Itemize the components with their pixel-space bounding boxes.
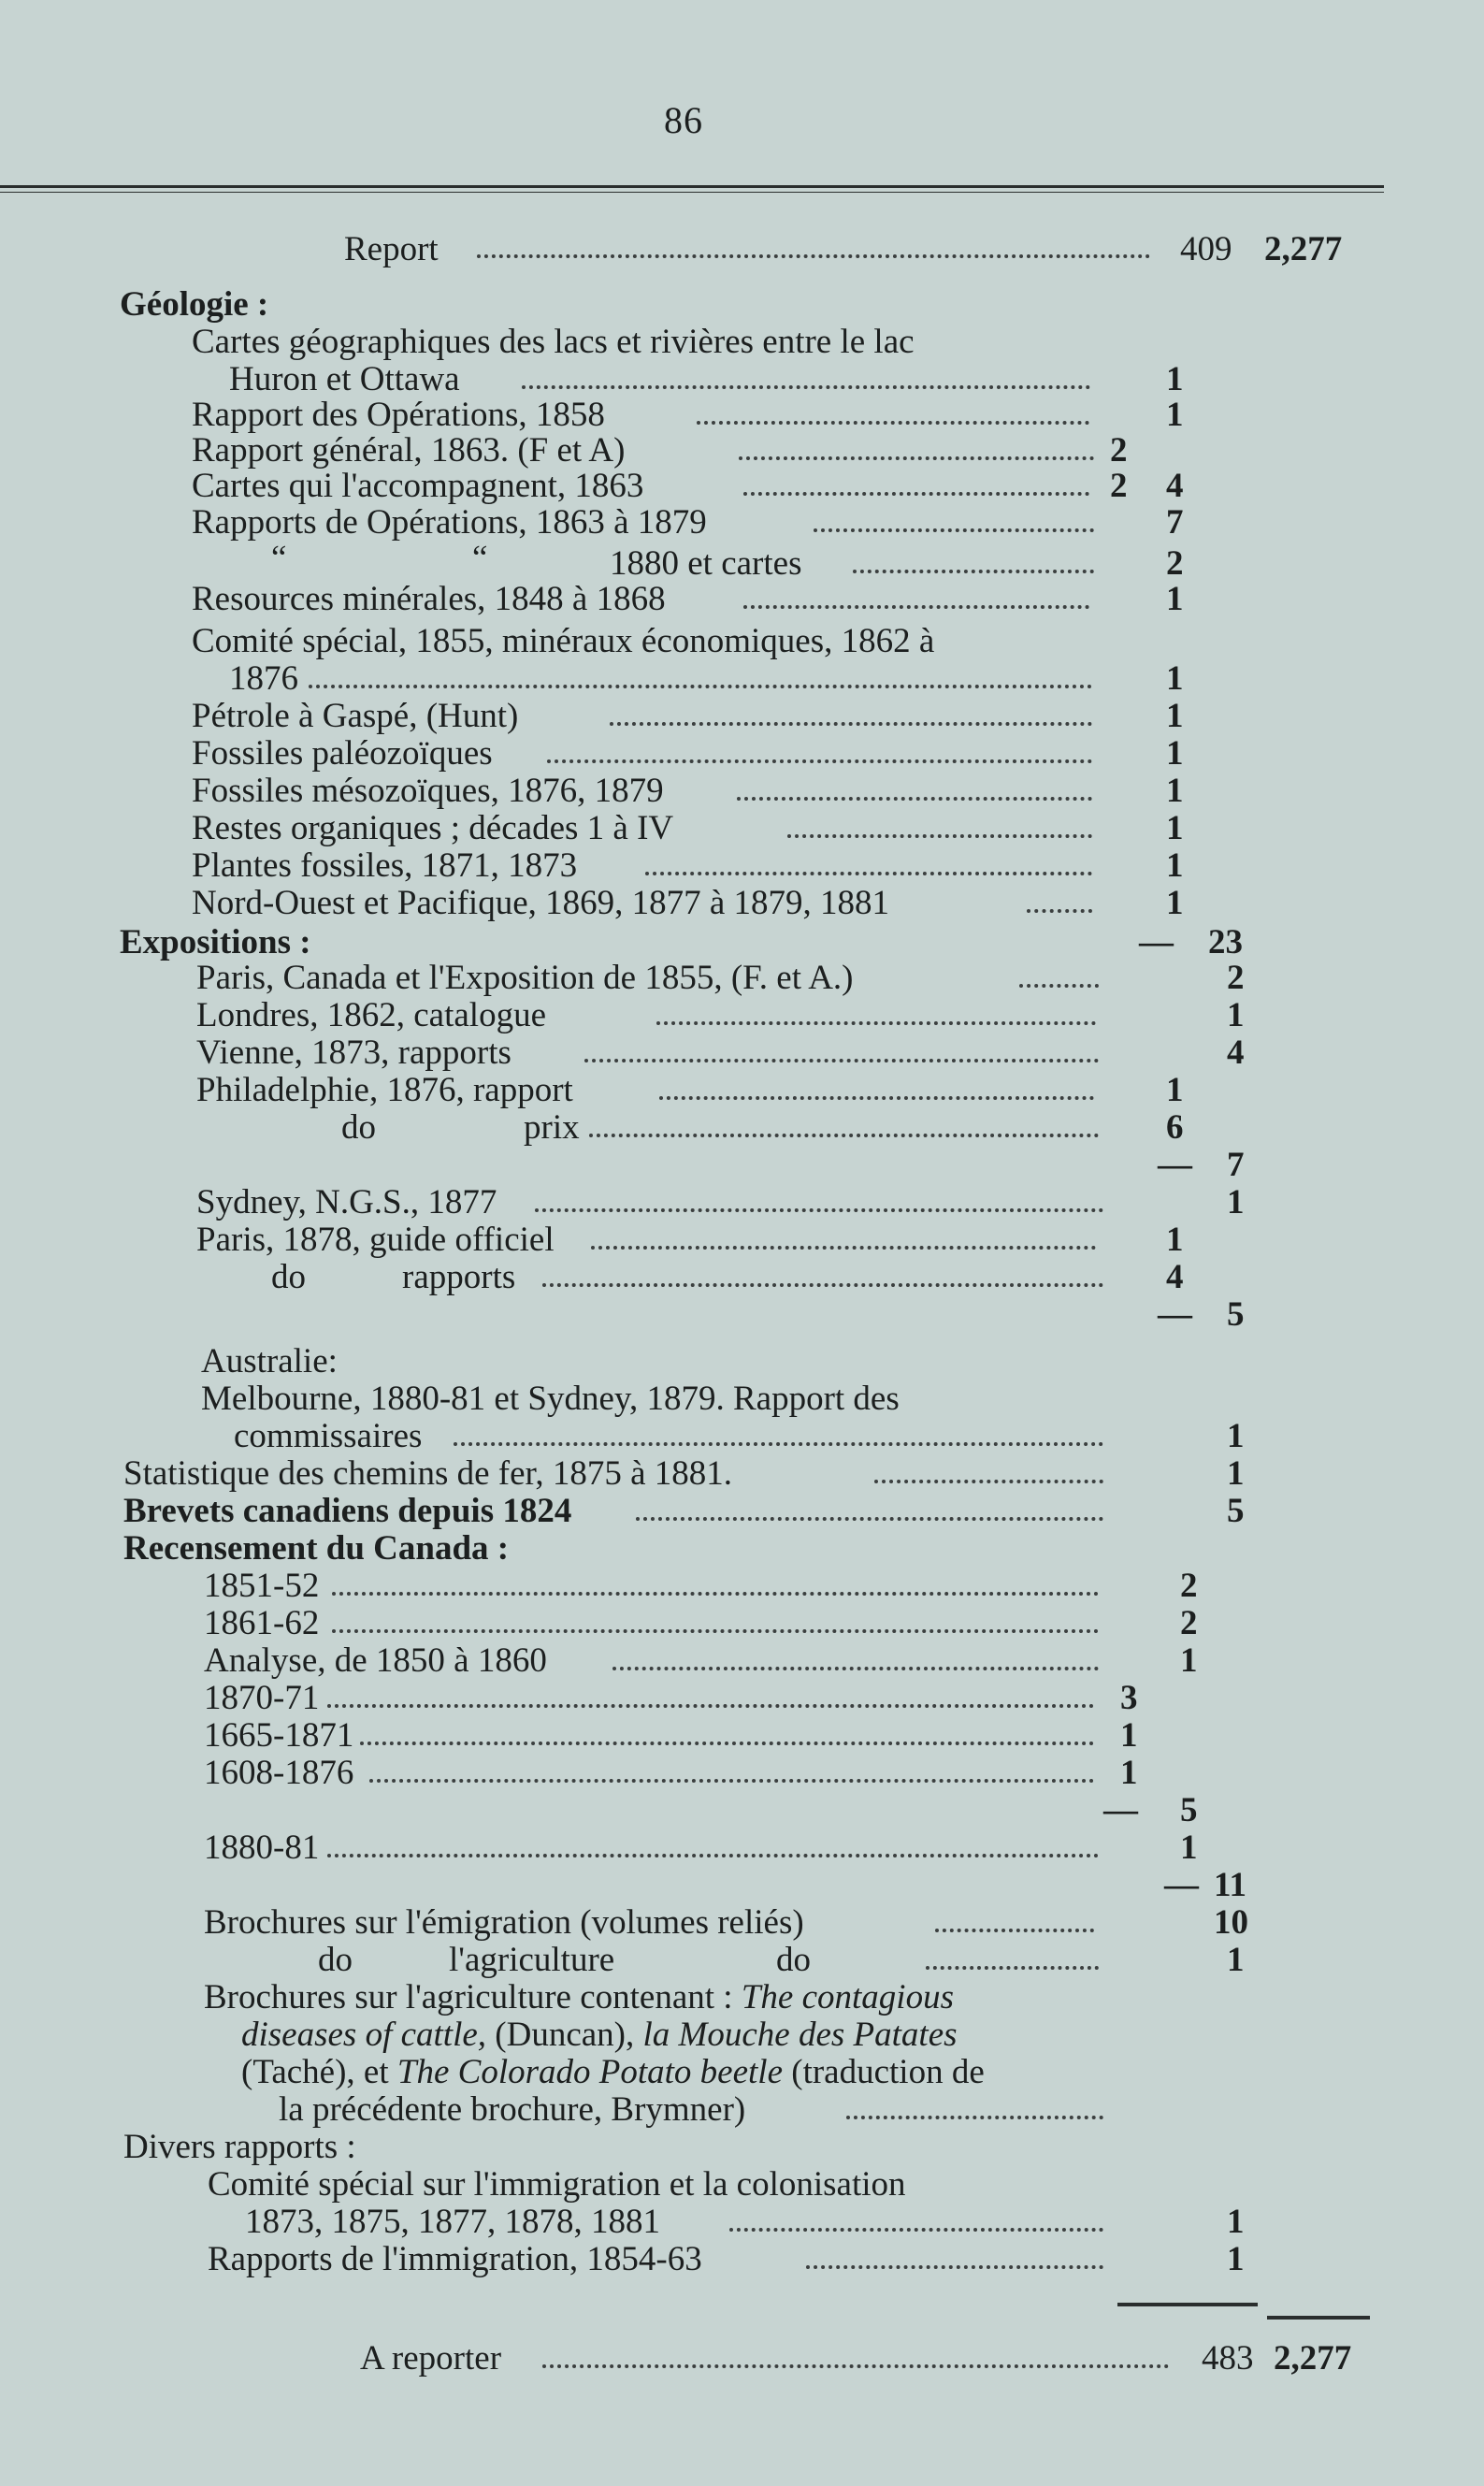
ditto-do: do [341, 1108, 376, 1147]
expo-item-num: 1 [1227, 996, 1245, 1034]
leader [542, 2361, 1169, 2368]
geo-item-num: 1 [1166, 846, 1184, 885]
leader [360, 1738, 1094, 1745]
brochures-num: 1 [1227, 1941, 1245, 1979]
expo-item-text: Paris, 1878, guide officiel [196, 1221, 555, 1259]
leader [697, 417, 1089, 425]
report-col1: 409 [1180, 230, 1232, 268]
statistique-num: 1 [1227, 1454, 1245, 1493]
recens-item-text: 1870-71 [204, 1679, 320, 1717]
recens-item-num: 1 [1180, 1828, 1198, 1867]
brevets-num: 5 [1227, 1492, 1245, 1530]
expo-item-text: Vienne, 1873, rapports [196, 1033, 511, 1072]
brochures-agri-title: diseases of cattle, [241, 2016, 487, 2054]
divers-num: 1 [1227, 2203, 1245, 2241]
expo-item-num: 1 [1166, 1221, 1184, 1259]
total-rule [1117, 2303, 1258, 2306]
australie-text: commissaires [234, 1417, 423, 1455]
leader [610, 718, 1092, 726]
brevets-text: Brevets canadiens depuis 1824 [123, 1492, 572, 1530]
subtotal-dash: — [1158, 1295, 1192, 1334]
geo-item-num: 1 [1166, 396, 1184, 434]
leader [739, 453, 1094, 460]
ditto-mark: “ [472, 539, 488, 577]
geo-item-num: 1 [1166, 734, 1184, 773]
brochures-agri-title: la Mouche des Patates [642, 2016, 958, 2054]
statistique-text: Statistique des chemins de fer, 1875 à 1881. [123, 1454, 733, 1493]
recens-subtotal: 11 [1214, 1866, 1246, 1904]
expo-item-num: 4 [1166, 1258, 1184, 1296]
leader [853, 566, 1094, 573]
leader [659, 1092, 1094, 1100]
leader [935, 1925, 1094, 1932]
brochures-agri-text: (Duncan), [495, 2016, 635, 2054]
expo-subtotal: 7 [1227, 1146, 1245, 1184]
geo-item-num: 1 [1166, 697, 1184, 735]
geo-item-text: Fossiles paléozoïques [192, 734, 493, 773]
brochures-text: Brochures sur l'émigration (volumes reliés) [204, 1903, 804, 1942]
divers-num: 1 [1227, 2240, 1245, 2278]
recens-item-text: 1851-52 [204, 1567, 320, 1605]
geo-item-num: 1 [1166, 360, 1184, 398]
leader [535, 1205, 1103, 1212]
geo-item-num: 4 [1166, 467, 1184, 505]
geo-item-text: Rapports de Opérations, 1863 à 1879 [192, 503, 707, 542]
brochures-agri [241, 2016, 958, 2054]
expo-item-text: Sydney, N.G.S., 1877 [196, 1183, 497, 1221]
leader [542, 1279, 1103, 1287]
australie-num: 1 [1227, 1417, 1245, 1455]
subtotal-dash: — [1103, 1791, 1138, 1829]
ditto-do: do [318, 1941, 353, 1979]
geo-item-text: Rapport général, 1863. (F et A) [192, 431, 626, 470]
expo-item-num: 1 [1166, 1071, 1184, 1109]
leader [309, 681, 1092, 688]
expositions-total: 23 [1208, 923, 1243, 961]
geo-item-text: Pétrole à Gaspé, (Hunt) [192, 697, 519, 735]
geo-item-text: Restes organiques ; décades 1 à IV [192, 809, 674, 847]
geo-item-text: 1880 et cartes [610, 544, 802, 583]
brochures-agri-title: The contagious [741, 1978, 954, 2016]
brochures-text: l'agriculture [449, 1941, 615, 1979]
recens-item-num: 1 [1120, 1716, 1138, 1755]
geo-item-text: Nord-Ouest et Pacifique, 1869, 1877 à 1879, 1881 [192, 884, 890, 922]
recensement-heading: Recensement du Canada : [123, 1529, 510, 1568]
geo-item-num: 1 [1166, 580, 1184, 618]
leader [645, 868, 1092, 875]
subtotal-dash: — [1164, 1866, 1199, 1904]
leader [926, 1962, 1099, 1970]
geo-item-num: 1 [1166, 884, 1184, 922]
leader [743, 601, 1089, 609]
leader [846, 2112, 1103, 2119]
brochures-agri-text: (Taché), et [241, 2053, 389, 2091]
geo-item-text: Huron et Ottawa [229, 360, 460, 398]
total-rule [1267, 2316, 1370, 2320]
leader [806, 2262, 1103, 2269]
leader [584, 1055, 1099, 1062]
page-number: 86 [664, 99, 703, 141]
leader [454, 1438, 1103, 1446]
recens-subtotal: 5 [1180, 1791, 1198, 1829]
leader [729, 2224, 1103, 2232]
recens-item-num: 3 [1120, 1679, 1138, 1717]
expo-item-text: Philadelphie, 1876, rapport [196, 1071, 573, 1109]
geo-item-num: 2 [1110, 431, 1128, 470]
leader [591, 1242, 1096, 1250]
brochures-num: 10 [1214, 1903, 1248, 1942]
expo-item-text: Londres, 1862, catalogue [196, 996, 546, 1034]
brochures-agri [241, 2054, 985, 2091]
expositions-heading: Expositions : [120, 923, 311, 961]
geo-item-text: Fossiles mésozoïques, 1876, 1879 [192, 772, 664, 810]
recens-item-text: 1861-62 [204, 1604, 320, 1642]
geo-item-num: 7 [1166, 503, 1184, 542]
geo-item-text: Resources minérales, 1848 à 1868 [192, 580, 666, 618]
recens-item-text: Analyse, de 1850 à 1860 [204, 1641, 547, 1680]
brochures-agri-text: Brochures sur l'agriculture contenant : [204, 1978, 733, 2016]
leader [589, 1130, 1099, 1137]
geo-item-text: Comité spécial, 1855, minéraux économiques, 1862 à [192, 622, 935, 660]
reporter-col2: 2,277 [1274, 2339, 1352, 2378]
divers-text: Rapports de l'immigration, 1854-63 [208, 2240, 702, 2278]
leader [477, 251, 1150, 258]
subtotal-dash: — [1158, 1146, 1192, 1184]
leader [874, 1476, 1103, 1483]
recens-item-text: 1880-81 [204, 1828, 320, 1867]
leader [547, 756, 1092, 763]
expo-item-text: prix [524, 1108, 580, 1147]
brochures-agri-title: The Colorado Potato beetle [396, 2053, 783, 2091]
divers-text: Comité spécial sur l'immigration et la colonisation [208, 2165, 906, 2204]
leader [522, 382, 1090, 389]
leader [332, 1588, 1099, 1596]
geo-item-text: Rapport des Opérations, 1858 [192, 396, 605, 434]
brochures-agri [204, 1979, 954, 2016]
leader [787, 831, 1092, 838]
expo-item-text: Paris, Canada et l'Exposition de 1855, (F. et A.) [196, 959, 854, 997]
leader [636, 1513, 1103, 1521]
recens-item-num: 1 [1180, 1641, 1198, 1680]
leader [327, 1850, 1099, 1857]
geo-item-num: 1 [1166, 809, 1184, 847]
recens-item-num: 2 [1180, 1604, 1198, 1642]
recens-item-text: 1608-1876 [204, 1754, 354, 1792]
leader [327, 1700, 1094, 1708]
geo-item-num: 2 [1166, 544, 1184, 583]
recens-item-num: 1 [1120, 1754, 1138, 1792]
recens-item-num: 2 [1180, 1567, 1198, 1605]
expo-item-num: 2 [1227, 959, 1245, 997]
expo-item-num: 6 [1166, 1108, 1184, 1147]
report-col2: 2,277 [1264, 230, 1343, 268]
divers-text: 1873, 1875, 1877, 1878, 1881 [245, 2203, 660, 2241]
reporter-col1: 483 [1202, 2339, 1254, 2378]
australie-text: Melbourne, 1880-81 et Sydney, 1879. Rapport des [201, 1380, 900, 1418]
total-dash: — [1139, 923, 1174, 961]
brochures-agri-text: (traduction de [791, 2053, 985, 2091]
geo-item-num: 1 [1166, 772, 1184, 810]
geo-item-num: 1 [1166, 659, 1184, 698]
report-label: Report [344, 230, 439, 268]
expo-item-num: 1 [1227, 1183, 1245, 1221]
leader [369, 1775, 1094, 1783]
reporter-label: A reporter [360, 2339, 502, 2378]
brochures-agri-text: la précédente brochure, Brymner) [279, 2090, 746, 2129]
leader [1027, 905, 1092, 913]
recens-item-text: 1665-1871 [204, 1716, 354, 1755]
geo-item-text: Plantes fossiles, 1871, 1873 [192, 846, 578, 885]
ditto-do: do [776, 1941, 811, 1979]
geologie-heading: Géologie : [120, 285, 269, 324]
geo-item-text: Cartes géographiques des lacs et rivières entre le lac [192, 323, 915, 361]
expo-item-num: 4 [1227, 1033, 1245, 1072]
leader [743, 488, 1089, 496]
leader [814, 525, 1094, 532]
geo-item-text: Cartes qui l'accompagnent, 1863 [192, 467, 644, 505]
leader [737, 793, 1092, 801]
ditto-do: do [271, 1258, 306, 1296]
geo-item-num: 2 [1110, 467, 1128, 505]
australie-heading: Australie: [201, 1342, 338, 1380]
expo-item-text: rapports [402, 1258, 516, 1296]
header-rule [0, 185, 1384, 193]
geo-item-text: 1876 [229, 659, 298, 698]
leader [1019, 980, 1099, 988]
leader [332, 1626, 1099, 1633]
expo-subtotal: 5 [1227, 1295, 1245, 1334]
divers-heading: Divers rapports : [123, 2128, 356, 2166]
leader [656, 1018, 1096, 1025]
leader [612, 1663, 1099, 1670]
ditto-mark: “ [271, 539, 287, 577]
